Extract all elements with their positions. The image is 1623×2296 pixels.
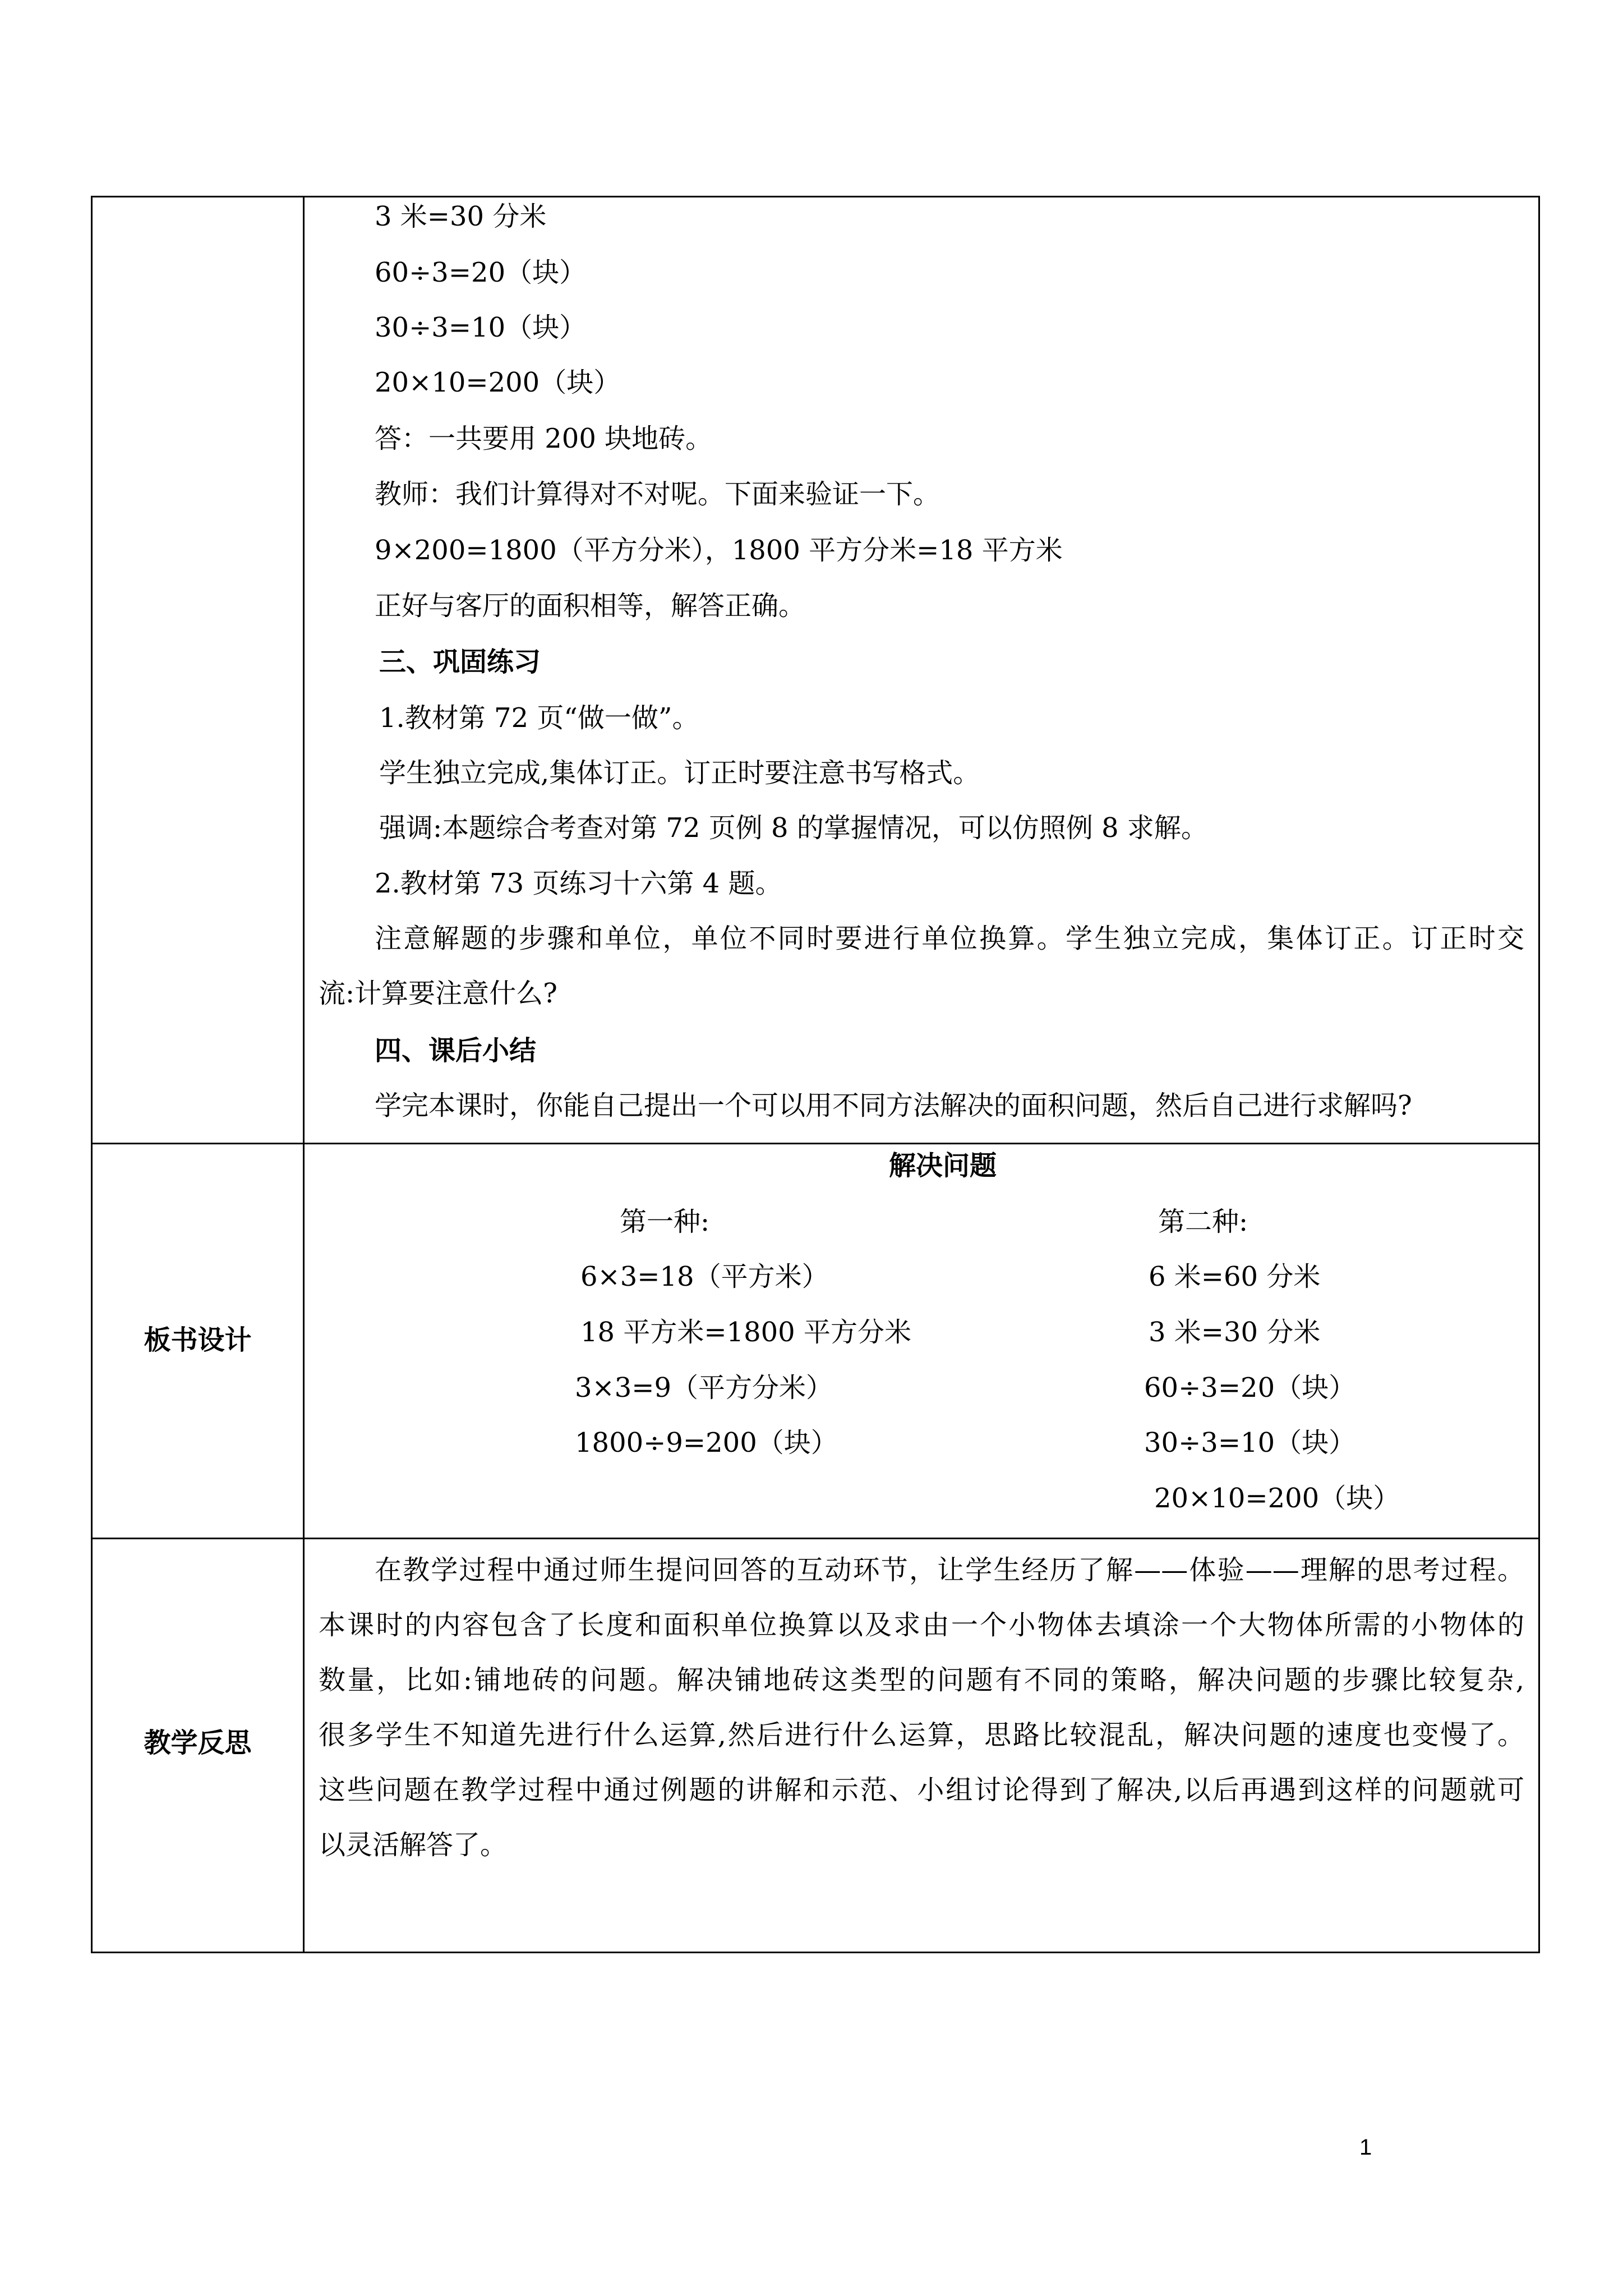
process-line: 答：一共要用 200 块地砖。 bbox=[375, 423, 713, 454]
process-line: 60÷3=20（块） bbox=[375, 257, 587, 288]
method2-line: 30÷3=10（块） bbox=[1144, 1427, 1356, 1458]
method2-line: 3 米=30 分米 bbox=[1149, 1317, 1321, 1348]
reflection-line: 这些问题在教学过程中通过例题的讲解和示范、小组讨论得到了解决,以后再遇到这样的问题就可 bbox=[319, 1774, 1524, 1806]
process-line: 正好与客厅的面积相等，解答正确。 bbox=[375, 590, 806, 622]
process-line: 20×10=200（块） bbox=[375, 367, 621, 398]
reflection-line: 在教学过程中通过师生提问回答的互动环节，让学生经历了解——体验——理解的思考过程。 bbox=[375, 1554, 1524, 1586]
reflection-text bbox=[319, 1543, 1524, 1872]
method1-line: 6×3=18（平方米） bbox=[580, 1261, 829, 1292]
process-line: 30÷3=10（块） bbox=[375, 312, 587, 343]
practice-item: 1.教材第 72 页“做一做”。 bbox=[379, 702, 699, 734]
method2-line: 20×10=200（块） bbox=[1154, 1483, 1400, 1514]
method1-line: 1800÷9=200（块） bbox=[575, 1427, 838, 1458]
method1-line: 3×3=9（平方分米） bbox=[575, 1372, 833, 1404]
practice-note-line: 注意解题的步骤和单位，单位不同时要进行单位换算。学生独立完成，集体订正。订正时交 bbox=[375, 923, 1524, 954]
method2-title: 第二种: bbox=[1158, 1206, 1248, 1237]
section-heading: 三、巩固练习 bbox=[379, 646, 541, 678]
board-design-label: 板书设计 bbox=[144, 1324, 252, 1356]
practice-note-line: 流:计算要注意什么? bbox=[319, 978, 557, 1009]
practice-item: 2.教材第 73 页练习十六第 4 题。 bbox=[375, 868, 782, 899]
table-column-divider bbox=[303, 196, 305, 1953]
process-line: 9×200=1800（平方分米），1800 平方分米=18 平方米 bbox=[375, 535, 1063, 566]
section-heading: 四、课后小结 bbox=[375, 1035, 537, 1066]
method2-line: 6 米=60 分米 bbox=[1149, 1261, 1321, 1292]
reflection-line: 很多学生不知道先进行什么运算,然后进行什么运算，思路比较混乱，解决问题的速度也变慢了。 bbox=[319, 1719, 1524, 1751]
summary-text: 学完本课时，你能自己提出一个可以用不同方法解决的面积问题，然后自己进行求解吗? bbox=[375, 1090, 1412, 1121]
process-line: 3 米=30 分米 bbox=[375, 201, 547, 232]
practice-item: 学生独立完成,集体订正。订正时要注意书写格式。 bbox=[379, 757, 980, 789]
page-number: 1 bbox=[1359, 2135, 1372, 2160]
reflection-line: 以灵活解答了。 bbox=[319, 1829, 508, 1861]
process-line: 教师：我们计算得对不对呢。下面来验证一下。 bbox=[375, 478, 940, 510]
method1-title: 第一种: bbox=[620, 1206, 710, 1237]
board-title: 解决问题 bbox=[889, 1150, 997, 1181]
table-row-divider bbox=[91, 1538, 1540, 1539]
reflection-line: 数量，比如:铺地砖的问题。解决铺地砖这类型的问题有不同的策略，解决问题的步骤比较复杂, bbox=[319, 1664, 1524, 1696]
reflection-label: 教学反思 bbox=[144, 1727, 252, 1759]
table-row-divider bbox=[91, 1143, 1540, 1144]
practice-note bbox=[319, 911, 1524, 1021]
method2-line: 60÷3=20（块） bbox=[1144, 1372, 1356, 1404]
practice-item: 强调:本题综合考查对第 72 页例 8 的掌握情况，可以仿照例 8 求解。 bbox=[379, 812, 1208, 844]
method1-line: 18 平方米=1800 平方分米 bbox=[580, 1317, 911, 1348]
reflection-line: 本课时的内容包含了长度和面积单位换算以及求由一个小物体去填涂一个大物体所需的小物体的 bbox=[319, 1609, 1524, 1641]
